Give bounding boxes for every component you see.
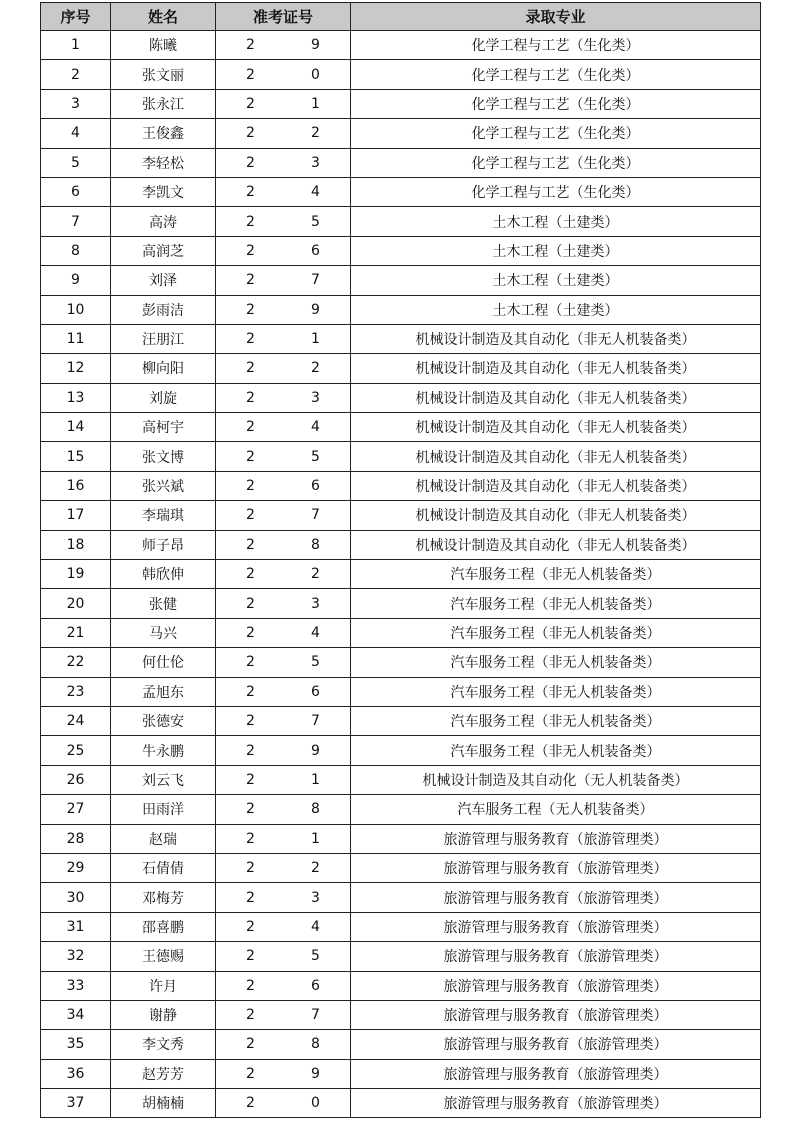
exam-number-last-digit: 1 <box>311 771 320 788</box>
cell-name: 张永江 <box>111 89 216 118</box>
table-row <box>41 324 761 353</box>
cell-major: 机械设计制造及其自动化（非无人机装备类） <box>351 413 761 442</box>
cell-major: 机械设计制造及其自动化（无人机装备类） <box>351 765 761 794</box>
cell-serial: 8 <box>41 236 111 265</box>
exam-number-first-digit: 2 <box>246 478 255 495</box>
exam-number-last-digit: 5 <box>311 948 320 965</box>
table-row <box>41 883 761 912</box>
exam-number-first-digit: 2 <box>246 389 255 406</box>
cell-serial: 18 <box>41 530 111 559</box>
exam-number-last-digit: 4 <box>311 419 320 436</box>
cell-exam-number <box>216 148 351 177</box>
cell-major: 汽车服务工程（非无人机装备类） <box>351 560 761 589</box>
exam-number-first-digit: 2 <box>246 184 255 201</box>
exam-number-first-digit: 2 <box>246 801 255 818</box>
exam-number-last-digit: 4 <box>311 184 320 201</box>
table-row <box>41 119 761 148</box>
cell-name: 马兴 <box>111 618 216 647</box>
table-header <box>41 3 761 31</box>
cell-serial: 26 <box>41 765 111 794</box>
cell-serial: 29 <box>41 853 111 882</box>
cell-exam-number <box>216 60 351 89</box>
exam-number-last-digit: 7 <box>311 272 320 289</box>
cell-major: 机械设计制造及其自动化（非无人机装备类） <box>351 530 761 559</box>
exam-number-last-digit: 6 <box>311 977 320 994</box>
cell-major: 化学工程与工艺（生化类） <box>351 119 761 148</box>
cell-exam-number <box>216 442 351 471</box>
cell-exam-number <box>216 560 351 589</box>
cell-name: 王德赐 <box>111 942 216 971</box>
table-row <box>41 295 761 324</box>
exam-number-first-digit: 2 <box>246 37 255 54</box>
table-row <box>41 942 761 971</box>
exam-number-first-digit: 2 <box>246 918 255 935</box>
cell-exam-number <box>216 207 351 236</box>
header-major: 录取专业 <box>351 3 761 31</box>
cell-exam-number <box>216 912 351 941</box>
exam-number-last-digit: 9 <box>311 37 320 54</box>
exam-number-last-digit: 9 <box>311 1065 320 1082</box>
exam-number-first-digit: 2 <box>246 860 255 877</box>
cell-major: 化学工程与工艺（生化类） <box>351 60 761 89</box>
cell-serial: 16 <box>41 471 111 500</box>
exam-number-first-digit: 2 <box>246 977 255 994</box>
cell-exam-number <box>216 383 351 412</box>
exam-number-last-digit: 8 <box>311 536 320 553</box>
cell-major: 旅游管理与服务教育（旅游管理类） <box>351 1030 761 1059</box>
cell-serial: 20 <box>41 589 111 618</box>
cell-major: 汽车服务工程（非无人机装备类） <box>351 648 761 677</box>
cell-exam-number <box>216 853 351 882</box>
cell-major: 旅游管理与服务教育（旅游管理类） <box>351 1059 761 1088</box>
exam-number-last-digit: 6 <box>311 242 320 259</box>
exam-number-first-digit: 2 <box>246 771 255 788</box>
cell-serial: 23 <box>41 677 111 706</box>
exam-number-last-digit: 3 <box>311 595 320 612</box>
cell-exam-number <box>216 324 351 353</box>
table-body <box>41 31 761 1118</box>
cell-major: 旅游管理与服务教育（旅游管理类） <box>351 971 761 1000</box>
table-row <box>41 31 761 60</box>
cell-name: 刘云飞 <box>111 765 216 794</box>
cell-serial: 13 <box>41 383 111 412</box>
exam-number-first-digit: 2 <box>246 213 255 230</box>
cell-exam-number <box>216 1030 351 1059</box>
cell-serial: 37 <box>41 1089 111 1118</box>
table-row <box>41 383 761 412</box>
cell-major: 机械设计制造及其自动化（非无人机装备类） <box>351 442 761 471</box>
exam-number-first-digit: 2 <box>246 360 255 377</box>
cell-exam-number <box>216 31 351 60</box>
cell-major: 汽车服务工程（无人机装备类） <box>351 795 761 824</box>
table-row <box>41 1000 761 1029</box>
cell-major: 旅游管理与服务教育（旅游管理类） <box>351 824 761 853</box>
table-row <box>41 1030 761 1059</box>
exam-number-first-digit: 2 <box>246 66 255 83</box>
exam-number-first-digit: 2 <box>246 742 255 759</box>
cell-exam-number <box>216 736 351 765</box>
exam-number-last-digit: 2 <box>311 360 320 377</box>
exam-number-last-digit: 3 <box>311 889 320 906</box>
exam-number-last-digit: 1 <box>311 830 320 847</box>
cell-name: 李瑞琪 <box>111 501 216 530</box>
cell-serial: 35 <box>41 1030 111 1059</box>
cell-major: 旅游管理与服务教育（旅游管理类） <box>351 883 761 912</box>
exam-number-first-digit: 2 <box>246 1095 255 1112</box>
cell-major: 汽车服务工程（非无人机装备类） <box>351 706 761 735</box>
table-row <box>41 1089 761 1118</box>
exam-number-first-digit: 2 <box>246 448 255 465</box>
cell-serial: 10 <box>41 295 111 324</box>
cell-serial: 33 <box>41 971 111 1000</box>
exam-number-first-digit: 2 <box>246 1065 255 1082</box>
cell-exam-number <box>216 295 351 324</box>
table-row <box>41 589 761 618</box>
cell-major: 化学工程与工艺（生化类） <box>351 89 761 118</box>
table-row <box>41 471 761 500</box>
exam-number-last-digit: 7 <box>311 507 320 524</box>
table-row <box>41 236 761 265</box>
table-row <box>41 648 761 677</box>
exam-number-first-digit: 2 <box>246 419 255 436</box>
exam-number-first-digit: 2 <box>246 125 255 142</box>
table-row <box>41 971 761 1000</box>
cell-serial: 1 <box>41 31 111 60</box>
cell-exam-number <box>216 1089 351 1118</box>
cell-serial: 30 <box>41 883 111 912</box>
exam-number-last-digit: 5 <box>311 213 320 230</box>
cell-major: 土木工程（土建类） <box>351 207 761 236</box>
cell-name: 邵喜鹏 <box>111 912 216 941</box>
cell-major: 旅游管理与服务教育（旅游管理类） <box>351 1000 761 1029</box>
cell-major: 旅游管理与服务教育（旅游管理类） <box>351 1089 761 1118</box>
table-row <box>41 89 761 118</box>
cell-major: 土木工程（土建类） <box>351 266 761 295</box>
cell-exam-number <box>216 677 351 706</box>
cell-exam-number <box>216 413 351 442</box>
exam-number-first-digit: 2 <box>246 507 255 524</box>
cell-serial: 19 <box>41 560 111 589</box>
cell-exam-number <box>216 795 351 824</box>
cell-name: 刘旋 <box>111 383 216 412</box>
cell-name: 师子昂 <box>111 530 216 559</box>
cell-serial: 14 <box>41 413 111 442</box>
cell-exam-number <box>216 177 351 206</box>
cell-exam-number <box>216 824 351 853</box>
table-row <box>41 207 761 236</box>
exam-number-first-digit: 2 <box>246 654 255 671</box>
cell-name: 高柯宇 <box>111 413 216 442</box>
cell-exam-number <box>216 89 351 118</box>
cell-name: 刘泽 <box>111 266 216 295</box>
cell-name: 赵瑞 <box>111 824 216 853</box>
header-exam-number: 准考证号 <box>216 3 351 31</box>
exam-number-first-digit: 2 <box>246 95 255 112</box>
cell-exam-number <box>216 648 351 677</box>
cell-exam-number <box>216 471 351 500</box>
table-row <box>41 912 761 941</box>
cell-exam-number <box>216 618 351 647</box>
table-row <box>41 736 761 765</box>
table-row <box>41 442 761 471</box>
cell-major: 化学工程与工艺（生化类） <box>351 31 761 60</box>
cell-name: 张健 <box>111 589 216 618</box>
cell-name: 何仕伦 <box>111 648 216 677</box>
table-row <box>41 560 761 589</box>
exam-number-last-digit: 2 <box>311 566 320 583</box>
table-row <box>41 177 761 206</box>
cell-major: 汽车服务工程（非无人机装备类） <box>351 589 761 618</box>
cell-name: 汪朋江 <box>111 324 216 353</box>
cell-name: 田雨洋 <box>111 795 216 824</box>
exam-number-last-digit: 6 <box>311 478 320 495</box>
table-row <box>41 765 761 794</box>
cell-major: 机械设计制造及其自动化（非无人机装备类） <box>351 471 761 500</box>
table-row <box>41 501 761 530</box>
table-row <box>41 148 761 177</box>
exam-number-first-digit: 2 <box>246 272 255 289</box>
exam-number-first-digit: 2 <box>246 301 255 318</box>
table-row <box>41 413 761 442</box>
exam-number-last-digit: 3 <box>311 154 320 171</box>
cell-name: 王俊鑫 <box>111 119 216 148</box>
cell-serial: 24 <box>41 706 111 735</box>
cell-name: 牛永鹏 <box>111 736 216 765</box>
exam-number-first-digit: 2 <box>246 683 255 700</box>
table-row <box>41 795 761 824</box>
cell-name: 陈曦 <box>111 31 216 60</box>
exam-number-first-digit: 2 <box>246 331 255 348</box>
cell-serial: 11 <box>41 324 111 353</box>
table-row <box>41 824 761 853</box>
exam-number-last-digit: 5 <box>311 448 320 465</box>
cell-major: 土木工程（土建类） <box>351 295 761 324</box>
cell-name: 高涛 <box>111 207 216 236</box>
cell-serial: 3 <box>41 89 111 118</box>
cell-exam-number <box>216 971 351 1000</box>
cell-major: 汽车服务工程（非无人机装备类） <box>351 677 761 706</box>
exam-number-first-digit: 2 <box>246 242 255 259</box>
cell-exam-number <box>216 1000 351 1029</box>
cell-name: 胡楠楠 <box>111 1089 216 1118</box>
cell-name: 李文秀 <box>111 1030 216 1059</box>
cell-name: 高润芝 <box>111 236 216 265</box>
table-row <box>41 618 761 647</box>
exam-number-last-digit: 0 <box>311 1095 320 1112</box>
cell-serial: 2 <box>41 60 111 89</box>
cell-name: 韩欣伸 <box>111 560 216 589</box>
cell-serial: 21 <box>41 618 111 647</box>
cell-serial: 25 <box>41 736 111 765</box>
cell-major: 汽车服务工程（非无人机装备类） <box>351 736 761 765</box>
cell-major: 土木工程（土建类） <box>351 236 761 265</box>
cell-serial: 5 <box>41 148 111 177</box>
cell-name: 邓梅芳 <box>111 883 216 912</box>
cell-exam-number <box>216 883 351 912</box>
cell-major: 旅游管理与服务教育（旅游管理类） <box>351 912 761 941</box>
table-row <box>41 677 761 706</box>
cell-major: 汽车服务工程（非无人机装备类） <box>351 618 761 647</box>
cell-name: 李凯文 <box>111 177 216 206</box>
cell-name: 柳向阳 <box>111 354 216 383</box>
exam-number-last-digit: 3 <box>311 389 320 406</box>
cell-exam-number <box>216 236 351 265</box>
cell-serial: 6 <box>41 177 111 206</box>
exam-number-first-digit: 2 <box>246 154 255 171</box>
cell-exam-number <box>216 354 351 383</box>
cell-exam-number <box>216 765 351 794</box>
cell-serial: 7 <box>41 207 111 236</box>
exam-number-first-digit: 2 <box>246 566 255 583</box>
cell-serial: 4 <box>41 119 111 148</box>
table-row <box>41 1059 761 1088</box>
cell-serial: 27 <box>41 795 111 824</box>
cell-exam-number <box>216 1059 351 1088</box>
cell-exam-number <box>216 501 351 530</box>
exam-number-last-digit: 8 <box>311 1036 320 1053</box>
cell-name: 张文丽 <box>111 60 216 89</box>
cell-exam-number <box>216 530 351 559</box>
exam-number-last-digit: 8 <box>311 801 320 818</box>
exam-number-first-digit: 2 <box>246 948 255 965</box>
cell-major: 机械设计制造及其自动化（非无人机装备类） <box>351 354 761 383</box>
table-row <box>41 530 761 559</box>
cell-serial: 31 <box>41 912 111 941</box>
table-row <box>41 706 761 735</box>
admission-table <box>40 2 761 1118</box>
cell-exam-number <box>216 589 351 618</box>
exam-number-first-digit: 2 <box>246 1007 255 1024</box>
cell-name: 谢静 <box>111 1000 216 1029</box>
cell-exam-number <box>216 266 351 295</box>
cell-name: 李轻松 <box>111 148 216 177</box>
exam-number-last-digit: 2 <box>311 860 320 877</box>
exam-number-first-digit: 2 <box>246 830 255 847</box>
header-row <box>41 3 761 31</box>
exam-number-first-digit: 2 <box>246 713 255 730</box>
exam-number-last-digit: 4 <box>311 625 320 641</box>
cell-serial: 22 <box>41 648 111 677</box>
cell-serial: 17 <box>41 501 111 530</box>
header-serial: 序号 <box>41 3 111 31</box>
exam-number-last-digit: 6 <box>311 683 320 700</box>
exam-number-last-digit: 9 <box>311 742 320 759</box>
cell-major: 旅游管理与服务教育（旅游管理类） <box>351 853 761 882</box>
cell-exam-number <box>216 706 351 735</box>
exam-number-last-digit: 4 <box>311 918 320 935</box>
cell-major: 机械设计制造及其自动化（非无人机装备类） <box>351 383 761 412</box>
cell-major: 化学工程与工艺（生化类） <box>351 148 761 177</box>
cell-serial: 34 <box>41 1000 111 1029</box>
cell-serial: 32 <box>41 942 111 971</box>
exam-number-first-digit: 2 <box>246 595 255 612</box>
cell-serial: 36 <box>41 1059 111 1088</box>
exam-number-last-digit: 1 <box>311 331 320 348</box>
exam-number-last-digit: 7 <box>311 713 320 730</box>
table-row <box>41 266 761 295</box>
cell-exam-number <box>216 942 351 971</box>
cell-name: 许月 <box>111 971 216 1000</box>
cell-major: 机械设计制造及其自动化（非无人机装备类） <box>351 324 761 353</box>
cell-name: 张文博 <box>111 442 216 471</box>
cell-name: 彭雨洁 <box>111 295 216 324</box>
cell-major: 旅游管理与服务教育（旅游管理类） <box>351 942 761 971</box>
exam-number-last-digit: 2 <box>311 125 320 142</box>
cell-name: 赵芳芳 <box>111 1059 216 1088</box>
header-name: 姓名 <box>111 3 216 31</box>
cell-name: 孟旭东 <box>111 677 216 706</box>
exam-number-last-digit: 7 <box>311 1007 320 1024</box>
cell-major: 机械设计制造及其自动化（非无人机装备类） <box>351 501 761 530</box>
exam-number-last-digit: 1 <box>311 95 320 112</box>
cell-serial: 15 <box>41 442 111 471</box>
table-row <box>41 354 761 383</box>
table-row <box>41 853 761 882</box>
exam-number-last-digit: 5 <box>311 654 320 671</box>
exam-number-first-digit: 2 <box>246 625 255 641</box>
exam-number-last-digit: 0 <box>311 66 320 83</box>
exam-number-first-digit: 2 <box>246 1036 255 1053</box>
table-row <box>41 60 761 89</box>
cell-major: 化学工程与工艺（生化类） <box>351 177 761 206</box>
cell-name: 石倩倩 <box>111 853 216 882</box>
cell-name: 张德安 <box>111 706 216 735</box>
cell-serial: 12 <box>41 354 111 383</box>
cell-name: 张兴斌 <box>111 471 216 500</box>
cell-serial: 9 <box>41 266 111 295</box>
exam-number-last-digit: 9 <box>311 301 320 318</box>
cell-serial: 28 <box>41 824 111 853</box>
cell-exam-number <box>216 119 351 148</box>
exam-number-first-digit: 2 <box>246 536 255 553</box>
exam-number-first-digit: 2 <box>246 889 255 906</box>
